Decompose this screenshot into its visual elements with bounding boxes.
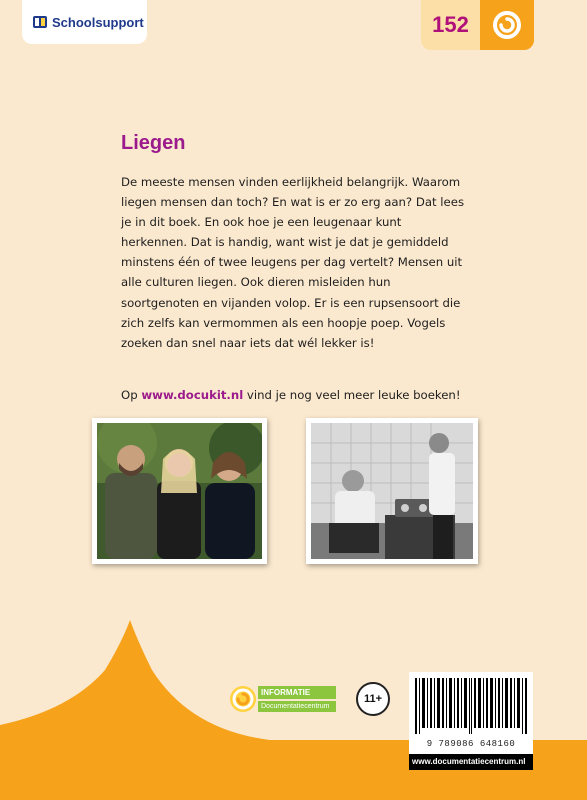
website-prefix: Op bbox=[121, 388, 142, 402]
website-line bbox=[121, 385, 481, 405]
page-title: Liegen bbox=[121, 132, 186, 154]
series-number: 152 bbox=[421, 0, 480, 50]
barcode bbox=[409, 672, 533, 754]
informatie-logo bbox=[228, 684, 338, 718]
documentatiecentrum-label: Documentatiecentrum bbox=[258, 701, 336, 712]
schoolsupport-logo bbox=[22, 0, 147, 44]
isbn-number: 9 789086 648160 bbox=[426, 739, 516, 749]
series-badge bbox=[421, 0, 534, 50]
brand-name: Schoolsupport bbox=[52, 14, 144, 30]
photo-three-people bbox=[92, 418, 267, 564]
barcode-bars bbox=[415, 678, 527, 734]
publisher-url: www.documentatiecentrum.nl bbox=[409, 754, 533, 770]
schoolsupport-logo-icon bbox=[32, 14, 48, 30]
swirl-icon bbox=[228, 684, 258, 714]
photo-lie-detector bbox=[306, 418, 478, 564]
website-suffix: vind je nog veel meer leuke boeken! bbox=[243, 388, 461, 402]
blurb-text: De meeste mensen vinden eerlijkheid belangrijk. Waarom liegen mensen dan toch? En wat is er zo erg aan? Dat lees je in dit boek. En ook hoe je een leugenaar kunt herkennen. Dat is handig, want wist je dat je gemiddeld minstens één of twee leugens per dag vertelt? Mensen uit alle culturen liegen. Ook dieren misleiden hun soortgenoten en vijanden volop. Er is een rupsensoort die zich zelfs kan vermommen als een hoopje poep. Vogels zoeken dan snel naar iets dat wél lekker is! bbox=[121, 175, 465, 350]
swirl-icon bbox=[480, 0, 534, 50]
website-link[interactable]: www.docukit.nl bbox=[141, 388, 244, 402]
informatie-label: INFORMATIE bbox=[258, 686, 336, 699]
age-badge: 11+ bbox=[356, 682, 390, 716]
